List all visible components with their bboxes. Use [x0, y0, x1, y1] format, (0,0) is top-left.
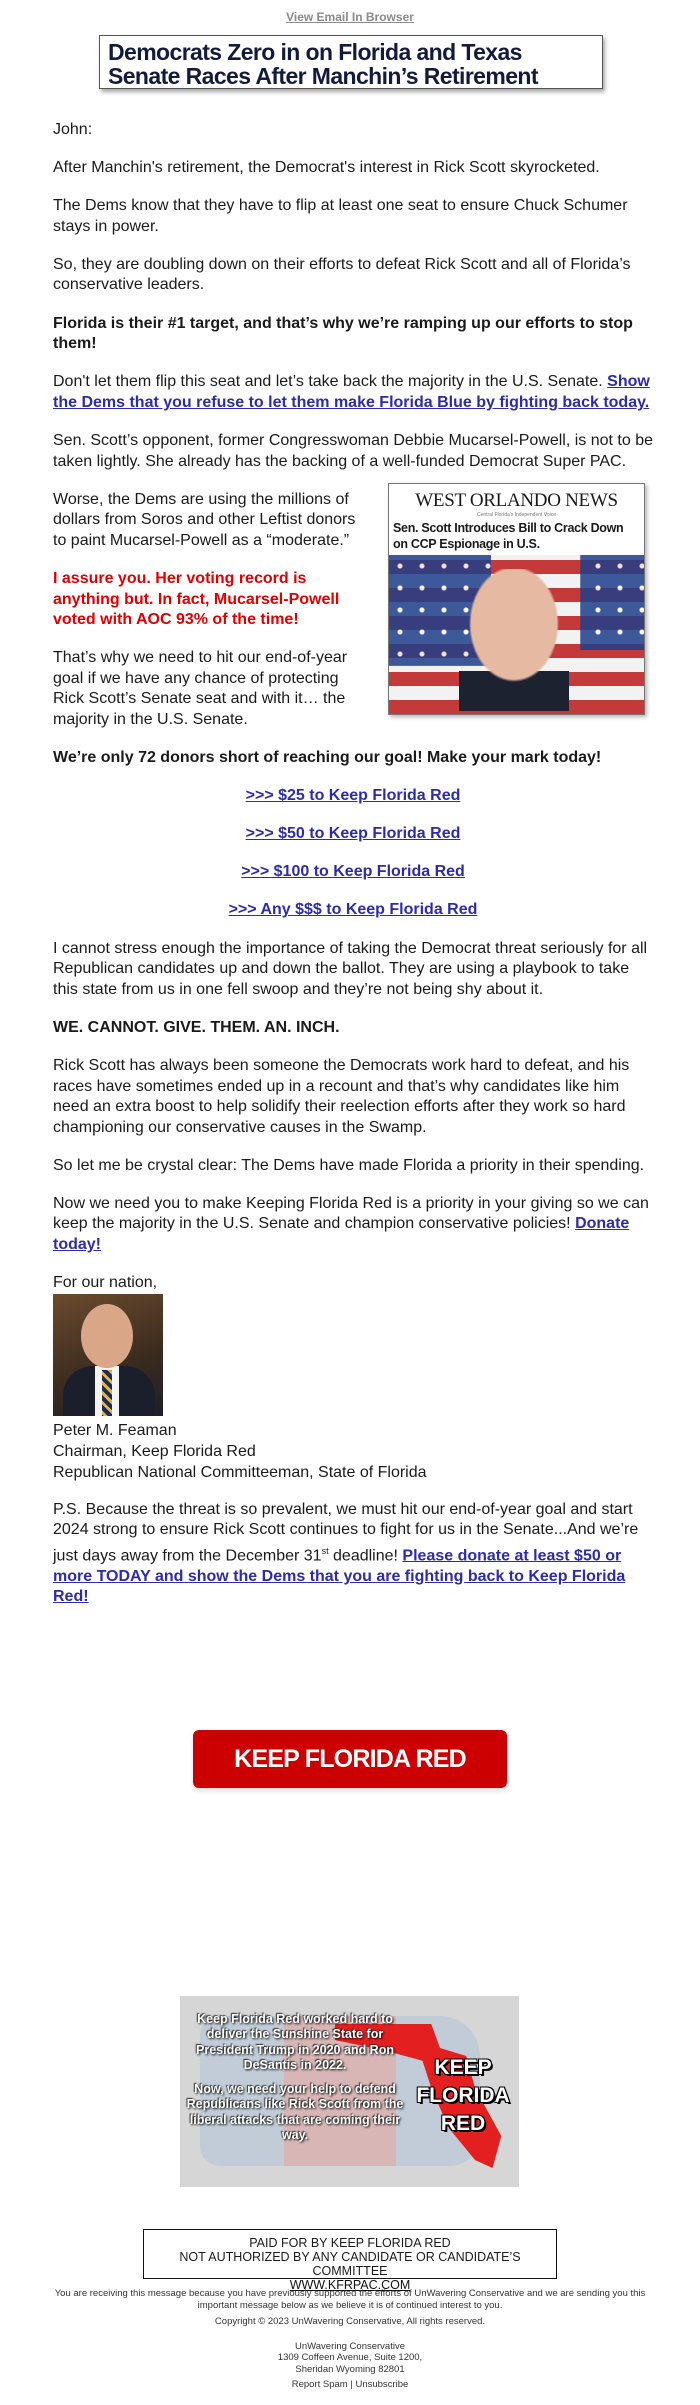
map-brand — [408, 2054, 518, 2138]
fight-back-link[interactable]: Show the Dems that you refuse to let them make Florida Blue by fighting back today. — [53, 373, 650, 411]
paragraph: Sen. Scott’s opponent, former Congresswoman Debbie Mucarsel-Powell, is not to be taken lightly. She already has the backing of a well-funded Democrat Super PAC. — [53, 431, 654, 470]
disclaimer-line: PAID FOR BY KEEP FLORIDA RED — [249, 2236, 451, 2250]
signer-title: Republican National Committeeman, State of Florida — [53, 1463, 427, 1481]
signer-photo — [53, 1294, 163, 1416]
map-message — [185, 2012, 405, 2143]
brand-line: RED — [440, 2112, 486, 2135]
paragraph: So let me be crystal clear: The Dems have made Florida a priority in their spending. — [53, 1156, 645, 1174]
signer-name: Peter M. Feaman — [53, 1421, 177, 1439]
unsubscribe-link[interactable]: Unsubscribe — [355, 2379, 409, 2390]
headline-line-2: Senate Races After Manchin’s Retirement — [108, 63, 538, 89]
senator-photo — [389, 555, 644, 714]
headline-line-1: Democrats Zero in on Florida and Texas — [108, 39, 522, 65]
news-brand: WEST ORLANDO NEWS — [415, 489, 618, 511]
footer-address: Sheridan Wyoming 82801 — [295, 2363, 405, 2375]
footer-org: UnWavering Conservative — [295, 2340, 405, 2352]
news-article-image — [388, 483, 645, 715]
headline-banner — [99, 35, 603, 89]
paragraph-text: Don't let them flip this seat and let’s take back the majority in the U.S. Senate. — [53, 373, 608, 391]
brand-line: FLORIDA — [416, 2084, 510, 2107]
paragraph: I cannot stress enough the importance of taking the Democrat threat seriously for all Republican candidates up and down the ballot. They are using a playbook to take this state from us in one fell swoop and they’re not being shy about it. — [53, 939, 648, 998]
kfrpac-link[interactable]: WWW.KFRPAC.COM — [289, 2278, 411, 2292]
donate-today-link[interactable]: Donate today! — [53, 1215, 630, 1254]
greeting: John: — [53, 121, 93, 138]
donate-25-link[interactable]: >>> $25 to Keep Florida Red — [245, 787, 461, 805]
bold-paragraph: WE. CANNOT. GIVE. THEM. AN. INCH. — [53, 1018, 340, 1036]
view-in-browser-link[interactable]: View Email In Browser — [286, 10, 414, 24]
footer-copyright: Copyright © 2023 UnWavering Conservative, All rights reserved. — [214, 2316, 486, 2327]
paragraph: That’s why we need to hit our end-of-year goal if we have any chance of protecting Rick Scott’s Senate seat and with it… the majority in the U.S. Senate. — [53, 649, 348, 728]
disclaimer-line: NOT AUTHORIZED BY ANY CANDIDATE OR CANDIDATE’S COMMITTEE — [179, 2250, 521, 2278]
bold-paragraph: Florida is their #1 target, and that’s why we’re ramping up our efforts to stop them! — [53, 314, 633, 353]
donor-goal-text: We’re only 72 donors short of reaching our goal! Make your mark today! — [53, 749, 602, 767]
signer-title: Chairman, Keep Florida Red — [53, 1442, 256, 1460]
signature-block — [53, 1420, 653, 1483]
donate-100-link[interactable]: >>> $100 to Keep Florida Red — [241, 863, 465, 881]
news-headline: Sen. Scott Introduces Bill to Crack Down on CCP Espionage in U.S. — [393, 520, 624, 551]
brand-line: KEEP — [434, 2056, 492, 2079]
footer-notice: You are receiving this message because you have previously supported the efforts of UnWavering Conservative and we are sending you this important message below as we believe it is of continued interest to you. — [54, 2288, 646, 2311]
paragraph: Worse, the Dems are using the millions of dollars from Soros and other Leftist donors to paint Mucarsel-Powell as a “moderate.” — [53, 490, 356, 549]
paragraph: The Dems know that they have to flip at least one seat to ensure Chuck Schumer stays in power. — [53, 197, 628, 235]
paragraph: After Manchin's retirement, the Democrat's interest in Rick Scott skyrocketed. — [53, 159, 600, 177]
signoff: For our nation, — [53, 1274, 158, 1292]
news-section — [53, 490, 653, 731]
map-message-1: Keep Florida Red worked hard to deliver the Sunshine State for President Trump in 2020 and Ron DeSantis in 2022. — [196, 2012, 394, 2072]
email-body — [53, 120, 653, 1626]
paid-for-disclaimer — [143, 2229, 557, 2292]
paragraph — [53, 1194, 653, 1256]
map-message-2: Now, we need your help to defend Republicans like Rick Scott from the liberal attacks that are coming their way. — [186, 2082, 404, 2143]
keep-florida-red-button[interactable]: KEEP FLORIDA RED — [193, 1730, 507, 1788]
paragraph-text: Now we need you to make Keeping Florida Red is a priority in your giving so we can keep the majority in the U.S. Senate and champion conservative policies! — [53, 1194, 649, 1233]
donate-any-link[interactable]: >>> Any $$$ to Keep Florida Red — [228, 901, 478, 919]
news-tagline: Central Florida's Independent Voice — [476, 511, 557, 518]
report-spam-link[interactable]: Report Spam — [291, 2379, 348, 2390]
ps-superscript: st — [321, 1545, 329, 1556]
separator: | — [347, 2379, 356, 2390]
paragraph — [53, 372, 653, 413]
red-alert-paragraph: I assure you. Her voting record is anything but. In fact, Mucarsel-Powell voted with AOC 93% of the time! — [53, 569, 340, 629]
ps-text: deadline! — [328, 1547, 403, 1565]
donate-50-link[interactable]: >>> $50 to Keep Florida Red — [245, 825, 461, 843]
ps-donate-link[interactable]: Please donate at least $50 or more TODAY and show the Dems that you are fighting back to Keep Florida Red! — [53, 1547, 626, 1606]
footer — [40, 2288, 660, 2391]
keep-florida-red-map-image[interactable] — [180, 1996, 519, 2187]
paragraph: Rick Scott has always been someone the Democrats work hard to defeat, and his races have sometimes ended up in a recount and that’s why candidates like him need an extra boost to help solidify their reelection efforts after they work so hard championing our conservative causes in the Swamp. — [53, 1056, 630, 1136]
footer-address: 1309 Coffeen Avenue, Suite 1200, — [277, 2352, 423, 2363]
postscript — [53, 1500, 653, 1608]
paragraph: So, they are doubling down on their efforts to defeat Rick Scott and all of Florida’s conservative leaders. — [53, 255, 631, 294]
ps-text: P.S. Because the threat is so prevalent, we must hit our end-of-year goal and start 2024 strong to ensure Rick Scott continues to fight for us in the Senate...And we’re just days away from the December 31 — [53, 1500, 639, 1565]
